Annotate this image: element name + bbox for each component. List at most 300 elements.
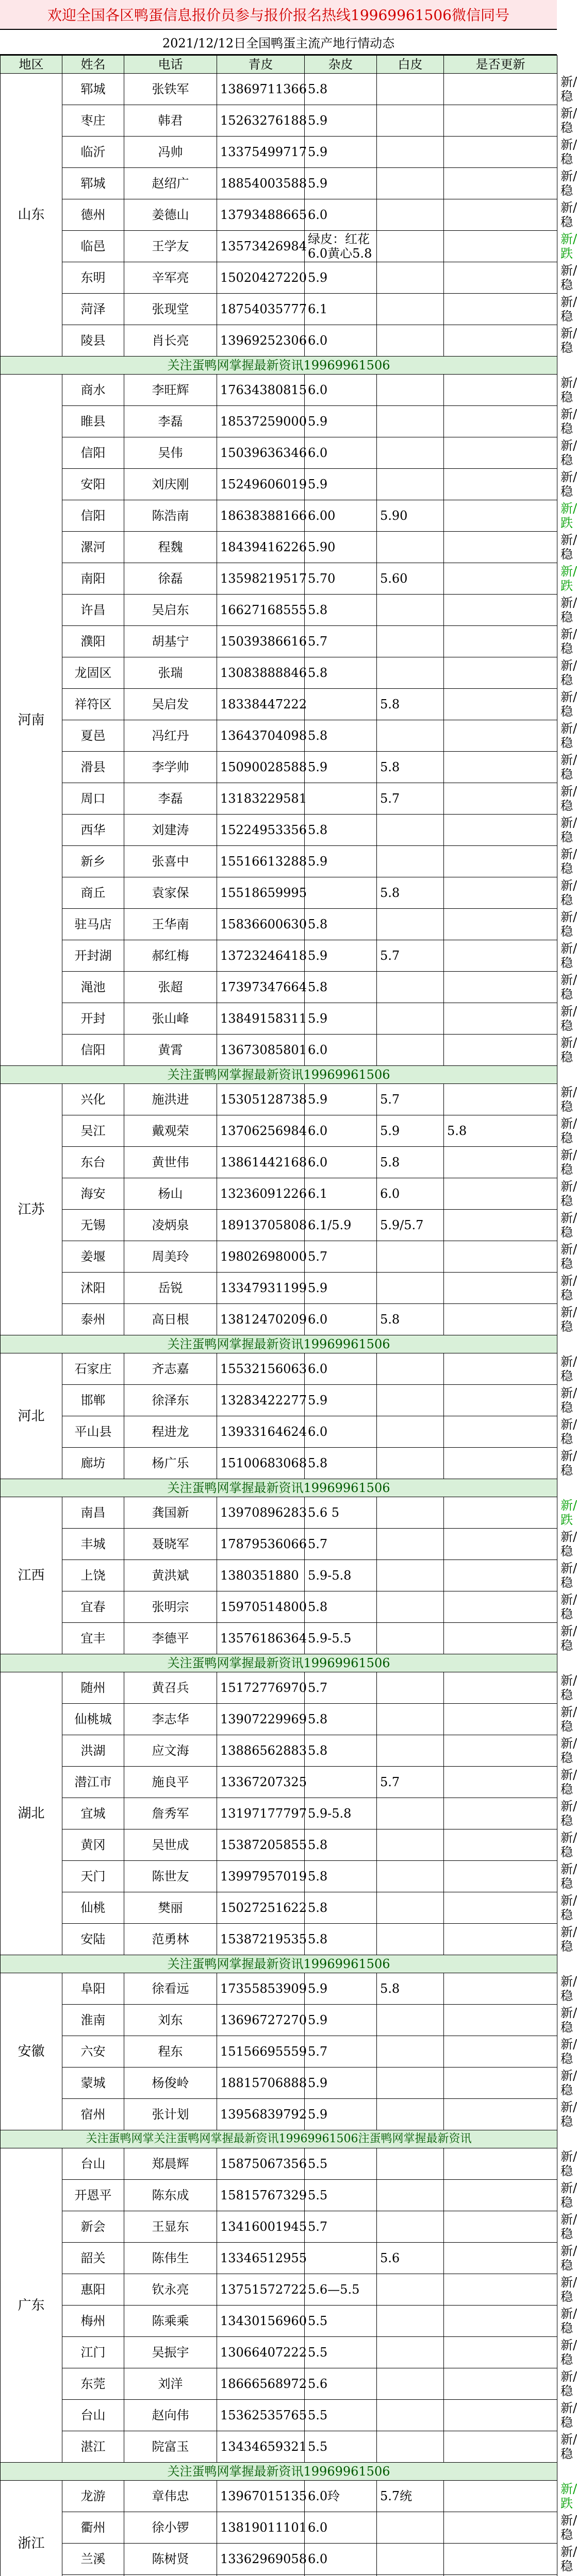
green-price-cell: 5.9: [305, 2099, 377, 2130]
phone-cell: 18338447222: [217, 689, 305, 720]
name-cell: 徐小锣: [124, 2512, 217, 2544]
mixed-price-cell: [377, 1924, 444, 1955]
white-price-cell: [444, 1672, 557, 1704]
white-price-cell: [444, 1210, 557, 1241]
table-row: 海安 杨山 13236091226 6.1 6.0 新/稳: [1, 1178, 557, 1210]
city-cell: 龙游: [62, 2481, 124, 2512]
table-row: 山东 郓城 张铁军 13869711366 5.8 新/稳: [1, 74, 557, 105]
phone-cell: 13283422277: [217, 1385, 305, 1416]
phone-cell: 15039386616: [217, 626, 305, 657]
table-row: 开封湖 郝红梅 13723246418 5.9 5.7 新/稳: [1, 940, 557, 972]
mixed-price-cell: [377, 626, 444, 657]
city-cell: 吴江: [62, 1115, 124, 1147]
green-price-cell: 5.8: [305, 1924, 377, 1955]
white-price-cell: [444, 2274, 557, 2306]
name-cell: 院富玉: [124, 2431, 217, 2463]
phone-cell: 13751572722: [217, 2274, 305, 2306]
table-row: 浙江 龙游 章伟忠 13967015135 6.0玲 5.7统 新/跌: [1, 2481, 557, 2512]
table-row: 河北 石家庄 齐志嘉 15532156063 6.0 新/稳: [1, 1353, 557, 1385]
mixed-price-cell: [377, 2544, 444, 2575]
green-price-cell: 6.1: [305, 294, 377, 325]
follow-banner: 关注蛋鸭网掌握最新资讯19969961506: [1, 357, 557, 375]
phone-cell: 17634380815: [217, 375, 305, 406]
city-cell: 新乡: [62, 846, 124, 877]
city-cell: 德州: [62, 199, 124, 231]
white-price-cell: [444, 2481, 557, 2512]
name-cell: 岳锐: [124, 1273, 217, 1304]
name-cell: 吴启东: [124, 595, 217, 626]
white-price-cell: [444, 1591, 557, 1623]
white-price-cell: [444, 2148, 557, 2180]
mixed-price-cell: [377, 1273, 444, 1304]
phone-cell: 13183229581: [217, 783, 305, 815]
col-region: 地区: [1, 56, 62, 74]
region-cell: 江苏: [1, 1084, 62, 1335]
phone-cell: 18439416226: [217, 532, 305, 563]
mixed-price-cell: [377, 437, 444, 469]
name-cell: 施良平: [124, 1767, 217, 1798]
white-price-cell: [444, 1035, 557, 1066]
phone-cell: 15027251622: [217, 1892, 305, 1924]
mixed-price-cell: [377, 1672, 444, 1704]
name-cell: 郝红梅: [124, 940, 217, 972]
name-cell: 张明宗: [124, 1591, 217, 1623]
name-cell: 辛军亮: [124, 262, 217, 294]
city-cell: 天门: [62, 1861, 124, 1892]
mixed-price-cell: 5.7: [377, 1767, 444, 1798]
table-row: 湛江 院富玉 13434659321 5.5 新/稳: [1, 2431, 557, 2463]
phone-cell: 18638388166: [217, 500, 305, 532]
city-cell: 丰城: [62, 1529, 124, 1560]
name-cell: 吴振宇: [124, 2337, 217, 2368]
white-price-cell: [444, 406, 557, 437]
phone-cell: 15970514800: [217, 1591, 305, 1623]
mixed-price-cell: [377, 1591, 444, 1623]
region-cell: 广东: [1, 2148, 62, 2463]
city-cell: 宿州: [62, 2099, 124, 2130]
mixed-price-cell: [377, 1892, 444, 1924]
city-cell: 安陆: [62, 1924, 124, 1955]
name-cell: 李磊: [124, 783, 217, 815]
region-cell: 河南: [1, 375, 62, 1066]
city-cell: 枣庄: [62, 105, 124, 137]
table-row: 枣庄 韩君 15263276188 5.9 新/稳: [1, 105, 557, 137]
city-cell: 周口: [62, 783, 124, 815]
table-row: 台山 赵向伟 15362535765 5.5 新/稳: [1, 2400, 557, 2431]
mixed-price-cell: [377, 1529, 444, 1560]
mixed-price-cell: [377, 1035, 444, 1066]
city-cell: 沭阳: [62, 1273, 124, 1304]
table-row: 惠阳 钦永亮 13751572722 5.6—5.5 新/稳: [1, 2274, 557, 2306]
white-price-cell: [444, 2099, 557, 2130]
city-cell: 菏泽: [62, 294, 124, 325]
white-price-cell: [444, 2431, 557, 2463]
name-cell: 郑晨辉: [124, 2148, 217, 2180]
mixed-price-cell: 5.9: [377, 1115, 444, 1147]
phone-cell: 13434659321: [217, 2431, 305, 2463]
city-cell: 南阳: [62, 563, 124, 595]
city-cell: 黄冈: [62, 1829, 124, 1861]
mixed-price-cell: [377, 2306, 444, 2337]
table-row: 开恩平 陈东成 15815767329 5.5 新/稳: [1, 2180, 557, 2211]
mixed-price-cell: 5.7: [377, 1084, 444, 1115]
city-cell: 信阳: [62, 437, 124, 469]
phone-cell: 13673085801: [217, 1035, 305, 1066]
name-cell: 黄召兵: [124, 1672, 217, 1704]
green-price-cell: 5.8: [305, 1591, 377, 1623]
white-price-cell: [444, 1304, 557, 1335]
white-price-cell: [444, 626, 557, 657]
city-cell: 陵县: [62, 325, 124, 357]
name-cell: 冯红丹: [124, 720, 217, 752]
region-cell: 江西: [1, 1497, 62, 1654]
table-row: 临沂 冯帅 13375499717 5.9 新/稳: [1, 137, 557, 168]
name-cell: 詹秀军: [124, 1798, 217, 1829]
green-price-cell: 5.7: [305, 1241, 377, 1273]
city-cell: 邯郸: [62, 1385, 124, 1416]
mixed-price-cell: [377, 2148, 444, 2180]
name-cell: 齐志嘉: [124, 1353, 217, 1385]
green-price-cell: [305, 689, 377, 720]
city-cell: 兴化: [62, 1084, 124, 1115]
name-cell: 王华南: [124, 909, 217, 940]
name-cell: 黄世伟: [124, 1147, 217, 1178]
phone-cell: 15090028588: [217, 752, 305, 783]
table-row: 宿州 张计划 13956839792 5.9 新/稳: [1, 2099, 557, 2130]
name-cell: 聂晓军: [124, 1529, 217, 1560]
phone-cell: 13236091226: [217, 1178, 305, 1210]
green-price-cell: 6.0: [305, 199, 377, 231]
white-price-cell: [444, 105, 557, 137]
table-row: 河南 商水 李旺辉 17634380815 6.0 新/稳: [1, 375, 557, 406]
mixed-price-cell: [377, 231, 444, 262]
white-price-cell: [444, 1704, 557, 1735]
white-price-cell: [444, 1767, 557, 1798]
name-cell: 姜德山: [124, 199, 217, 231]
phone-cell: 15224953356: [217, 815, 305, 846]
phone-cell: 13573426984: [217, 231, 305, 262]
mixed-price-cell: 5.8: [377, 752, 444, 783]
green-price-cell: 5.6—5.5: [305, 2274, 377, 2306]
city-cell: 信阳: [62, 500, 124, 532]
green-price-cell: [305, 1767, 377, 1798]
white-price-cell: [444, 500, 557, 532]
mixed-price-cell: [377, 375, 444, 406]
table-row: 东莞 刘洋 18666568972 5.6 新/稳: [1, 2368, 557, 2400]
city-cell: 许昌: [62, 595, 124, 626]
table-row: 黄冈 吴世成 15387205855 5.8 新/稳: [1, 1829, 557, 1861]
white-price-cell: [444, 2512, 557, 2544]
green-price-cell: 5.9: [305, 2067, 377, 2099]
name-cell: 黄洪斌: [124, 1560, 217, 1591]
mixed-price-cell: [377, 2099, 444, 2130]
city-cell: 祥符区: [62, 689, 124, 720]
name-cell: 张山峰: [124, 1003, 217, 1035]
green-price-cell: 5.9: [305, 846, 377, 877]
city-cell: 韶关: [62, 2243, 124, 2274]
table-row: 天门 陈世友 13997957019 5.8 新/稳: [1, 1861, 557, 1892]
name-cell: 李志华: [124, 1704, 217, 1735]
green-price-cell: 5.8: [305, 972, 377, 1003]
white-price-cell: [444, 137, 557, 168]
green-price-cell: 6.0: [305, 375, 377, 406]
city-cell: 兰溪: [62, 2544, 124, 2575]
white-price-cell: [444, 2036, 557, 2067]
phone-cell: 18815706888: [217, 2067, 305, 2099]
city-cell: 开恩平: [62, 2180, 124, 2211]
mixed-price-cell: [377, 137, 444, 168]
white-price-cell: [444, 1829, 557, 1861]
green-price-cell: 5.7: [305, 1672, 377, 1704]
white-price-cell: [444, 1448, 557, 1479]
white-price-cell: [444, 1385, 557, 1416]
phone-cell: 13375499717: [217, 137, 305, 168]
mixed-price-cell: 5.9/5.7: [377, 1210, 444, 1241]
table-row: 睢县 李磊 18537259000 5.9 新/稳: [1, 406, 557, 437]
phone-cell: 15172776970: [217, 1672, 305, 1704]
phone-cell: 15020427220: [217, 262, 305, 294]
table-row: 安阳 刘庆刚 15249606019 5.9 新/稳: [1, 469, 557, 500]
white-price-cell: [444, 2180, 557, 2211]
white-price-cell: [444, 375, 557, 406]
city-cell: 六安: [62, 2036, 124, 2067]
city-cell: 新会: [62, 2211, 124, 2243]
phone-cell: 13970896283: [217, 1497, 305, 1529]
name-cell: 李旺辉: [124, 375, 217, 406]
name-cell: 赵向伟: [124, 2400, 217, 2431]
follow-banner-row: [1, 357, 557, 375]
green-price-cell: [305, 877, 377, 909]
green-price-cell: [305, 2243, 377, 2274]
phone-cell: 15100683068: [217, 1448, 305, 1479]
name-cell: 刘东: [124, 2005, 217, 2036]
name-cell: 杨广乐: [124, 1448, 217, 1479]
mixed-price-cell: 5.7: [377, 783, 444, 815]
name-cell: 徐磊: [124, 563, 217, 595]
table-row: 德州 姜德山 13793488665 6.0 新/稳: [1, 199, 557, 231]
phone-cell: 13967015135: [217, 2481, 305, 2512]
city-cell: 宜丰: [62, 1623, 124, 1654]
table-row: 丰城 聂晓军 17879536066 5.7 新/稳: [1, 1529, 557, 1560]
city-cell: 驻马店: [62, 909, 124, 940]
white-price-cell: [444, 1497, 557, 1529]
city-cell: 商水: [62, 375, 124, 406]
white-price-cell: [444, 1416, 557, 1448]
green-price-cell: 5.5: [305, 2148, 377, 2180]
phone-cell: 13956839792: [217, 2099, 305, 2130]
green-price-cell: 绿皮：红花6.0黄心5.8: [305, 231, 377, 262]
green-price-cell: 6.0: [305, 325, 377, 357]
white-price-cell: [444, 1273, 557, 1304]
green-price-cell: 5.5: [305, 2180, 377, 2211]
mixed-price-cell: [377, 2067, 444, 2099]
city-cell: 仙桃: [62, 1892, 124, 1924]
city-cell: 滑县: [62, 752, 124, 783]
table-row: 新会 王显东 13416001945 5.7 新/稳: [1, 2211, 557, 2243]
table-row: 南阳 徐磊 13598219517 5.70 5.60 新/跌: [1, 563, 557, 595]
table-row: 安徽 阜阳 徐看远 17355853909 5.9 5.8 新/稳: [1, 1973, 557, 2005]
green-price-cell: 5.5: [305, 2306, 377, 2337]
white-price-cell: [444, 1147, 557, 1178]
city-cell: 漯河: [62, 532, 124, 563]
name-cell: 吴世成: [124, 1829, 217, 1861]
mixed-price-cell: [377, 406, 444, 437]
col-white-shell: 白皮: [377, 56, 444, 74]
mixed-price-cell: 5.8: [377, 1147, 444, 1178]
mixed-price-cell: 5.7: [377, 940, 444, 972]
phone-cell: 15387205855: [217, 1829, 305, 1861]
name-cell: 杨山: [124, 1178, 217, 1210]
green-price-cell: 5.7: [305, 1529, 377, 1560]
white-price-cell: [444, 720, 557, 752]
green-price-cell: 5.8: [305, 1448, 377, 1479]
city-cell: 南昌: [62, 1497, 124, 1529]
name-cell: 吴启发: [124, 689, 217, 720]
phone-cell: 13793488665: [217, 199, 305, 231]
city-cell: 郓城: [62, 168, 124, 199]
name-cell: 冯帅: [124, 137, 217, 168]
follow-banner: 关注蛋鸭网掌握最新资讯19969961506: [1, 1479, 557, 1497]
table-row: 泰州 高日根 13812470209 6.0 5.8 新/稳: [1, 1304, 557, 1335]
name-cell: 韩君: [124, 105, 217, 137]
white-price-cell: [444, 815, 557, 846]
mixed-price-cell: [377, 2180, 444, 2211]
phone-cell: 13066407222: [217, 2337, 305, 2368]
name-cell: 张喜中: [124, 846, 217, 877]
phone-cell: 15518659995: [217, 877, 305, 909]
green-price-cell: 5.9: [305, 168, 377, 199]
green-price-cell: 5.9: [305, 262, 377, 294]
mixed-price-cell: [377, 325, 444, 357]
table-row: 濮阳 胡基宁 15039386616 5.7 新/稳: [1, 626, 557, 657]
mixed-price-cell: [377, 972, 444, 1003]
green-price-cell: 5.8: [305, 657, 377, 689]
mixed-price-cell: [377, 2274, 444, 2306]
mixed-price-cell: [377, 595, 444, 626]
name-cell: 徐看远: [124, 1973, 217, 2005]
white-price-cell: [444, 940, 557, 972]
table-row: 祥符区 吴启发 18338447222 5.8 新/稳: [1, 689, 557, 720]
name-cell: 张瑞: [124, 657, 217, 689]
phone-cell: 13643704098: [217, 720, 305, 752]
green-price-cell: 5.9: [305, 406, 377, 437]
city-cell: 衢州: [62, 2512, 124, 2544]
green-price-cell: 5.8: [305, 815, 377, 846]
region-cell: 浙江: [1, 2481, 62, 2576]
mixed-price-cell: [377, 2400, 444, 2431]
mixed-price-cell: [377, 2337, 444, 2368]
phone-cell: 13576186364: [217, 1623, 305, 1654]
green-price-cell: 5.9: [305, 2005, 377, 2036]
table-row: 东台 黄世伟 13861442168 6.0 5.8 新/稳: [1, 1147, 557, 1178]
table-row: 滑县 李学帅 15090028588 5.9 5.8 新/稳: [1, 752, 557, 783]
mixed-price-cell: [377, 1735, 444, 1767]
mixed-price-cell: [377, 1861, 444, 1892]
city-cell: 东明: [62, 262, 124, 294]
white-price-cell: [444, 877, 557, 909]
table-body: [1, 74, 557, 2576]
city-cell: 平山县: [62, 1416, 124, 1448]
follow-banner-row: [1, 1955, 557, 1973]
follow-banner: 关注蛋鸭网掌握最新资讯19969961506: [1, 1335, 557, 1353]
name-cell: 章伟忠: [124, 2481, 217, 2512]
green-price-cell: 6.0: [305, 437, 377, 469]
table-row: 信阳 吴伟 15039636346 6.0 新/稳: [1, 437, 557, 469]
mixed-price-cell: [377, 1798, 444, 1829]
white-price-cell: [444, 2544, 557, 2575]
city-cell: 惠阳: [62, 2274, 124, 2306]
table-row: 无锡 凌炳泉 18913705808 6.1/5.9 5.9/5.7 新/稳: [1, 1210, 557, 1241]
table-row: 仙桃 樊丽 15027251622 5.8 新/稳: [1, 1892, 557, 1924]
green-price-cell: [305, 783, 377, 815]
mixed-price-cell: [377, 1416, 444, 1448]
white-price-cell: [444, 783, 557, 815]
white-price-cell: [444, 657, 557, 689]
green-price-cell: 5.9: [305, 1973, 377, 2005]
mixed-price-cell: [377, 909, 444, 940]
name-cell: 陈浩南: [124, 500, 217, 532]
city-cell: 无锡: [62, 1210, 124, 1241]
recruit-title: 欢迎全国各区鸭蛋信息报价员参与报价报名热线19969961506微信同号: [0, 0, 557, 30]
green-price-cell: 5.9: [305, 1273, 377, 1304]
city-cell: 夏邑: [62, 720, 124, 752]
table-row: 信阳 陈浩南 18638388166 6.00 5.90 新/跌: [1, 500, 557, 532]
green-price-cell: 5.7: [305, 626, 377, 657]
mixed-price-cell: [377, 1003, 444, 1035]
city-cell: 姜堰: [62, 1241, 124, 1273]
name-cell: 李磊: [124, 406, 217, 437]
white-price-cell: [444, 231, 557, 262]
city-cell: 西华: [62, 815, 124, 846]
mixed-price-cell: [377, 657, 444, 689]
follow-banner: 关注蛋鸭网掌握最新资讯19969961506: [1, 2463, 557, 2481]
mixed-price-cell: 5.90: [377, 500, 444, 532]
mixed-price-cell: [377, 74, 444, 105]
name-cell: 王显东: [124, 2211, 217, 2243]
white-price-cell: [444, 294, 557, 325]
table-row: 漯河 程魏 18439416226 5.90 新/稳: [1, 532, 557, 563]
phone-cell: 13197177797: [217, 1798, 305, 1829]
city-cell: 郓城: [62, 74, 124, 105]
name-cell: 张超: [124, 972, 217, 1003]
white-price-cell: [444, 2306, 557, 2337]
table-row: 信阳 黄霄 13673085801 6.0 新/稳: [1, 1035, 557, 1066]
table-row: 夏邑 冯红丹 13643704098 5.8 新/稳: [1, 720, 557, 752]
mixed-price-cell: 5.6: [377, 2243, 444, 2274]
green-price-cell: 5.8: [305, 1704, 377, 1735]
phone-cell: 13706256984: [217, 1115, 305, 1147]
phone-cell: 15875067356: [217, 2148, 305, 2180]
green-price-cell: 6.1/5.9: [305, 1210, 377, 1241]
phone-cell: 15039636346: [217, 437, 305, 469]
green-price-cell: 5.9: [305, 1003, 377, 1035]
white-price-cell: [444, 2067, 557, 2099]
city-cell: 潜江市: [62, 1767, 124, 1798]
green-price-cell: 5.5: [305, 2400, 377, 2431]
col-green-shell: 青皮: [217, 56, 305, 74]
table-row: 六安 程东 15156695559 5.7 新/稳: [1, 2036, 557, 2067]
table-row: 宜城 詹秀军 13197177797 5.9-5.8 新/稳: [1, 1798, 557, 1829]
phone-cell: 19802698000: [217, 1241, 305, 1273]
mixed-price-cell: [377, 2368, 444, 2400]
white-price-cell: [444, 469, 557, 500]
white-price-cell: [444, 2368, 557, 2400]
phone-cell: 15305128738: [217, 1084, 305, 1115]
region-cell: 河北: [1, 1353, 62, 1479]
white-price-cell: [444, 1861, 557, 1892]
green-price-cell: 5.9-5.8: [305, 1798, 377, 1829]
city-cell: 梅州: [62, 2306, 124, 2337]
